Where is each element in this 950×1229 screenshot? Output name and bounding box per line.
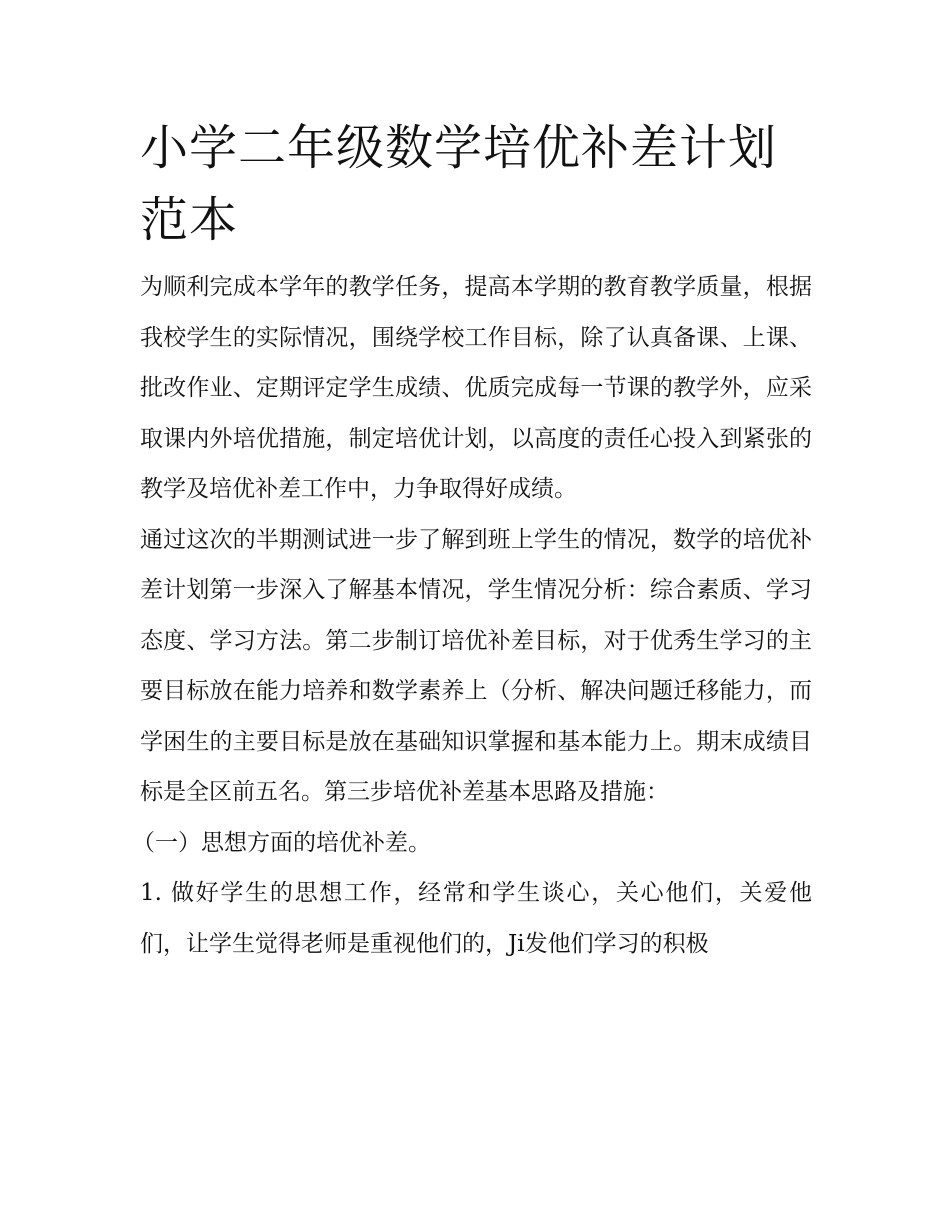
document-title: 小学二年级数学培优补差计划范本 (140, 120, 778, 248)
paragraph-analysis: 通过这次的半期测试进一步了解到班上学生的情况，数学的培优补差计划第一步深入了解基本情况，学生情况分析：综合素质、学习态度、学习方法。第二步制订培优补差目标，对于优秀生学习的主要目标放在能力培养和数学素养上（分析、解决问题迁移能力，而学困生的主要目标是放在基础知识掌握和基本能力上。期末成绩目标是全区前五名。第三步培优补差基本思路及措施： (140, 526, 812, 805)
section-heading-thought: （一）思想方面的培优补差。 (132, 829, 431, 856)
document-page (132, 112, 812, 969)
paragraph-intro: 为顺利完成本学年的教学任务，提高本学期的教育教学质量，根据我校学生的实际情况，围绕学校工作目标，除了认真备课、上课、批改作业、定期评定学生成绩、优质完成每一节课的教学外，应采取课内外培优措施，制定培优计划，以高度的责任心投入到紧张的教学及培优补差工作中，力争取得好成绩。 (140, 274, 812, 502)
list-item-1: 1. 做好学生的思想工作，经常和学生谈心，关心他们，关爱他们，让学生觉得老师是重视他们的，Ji发他们学习的积极 (140, 880, 812, 957)
